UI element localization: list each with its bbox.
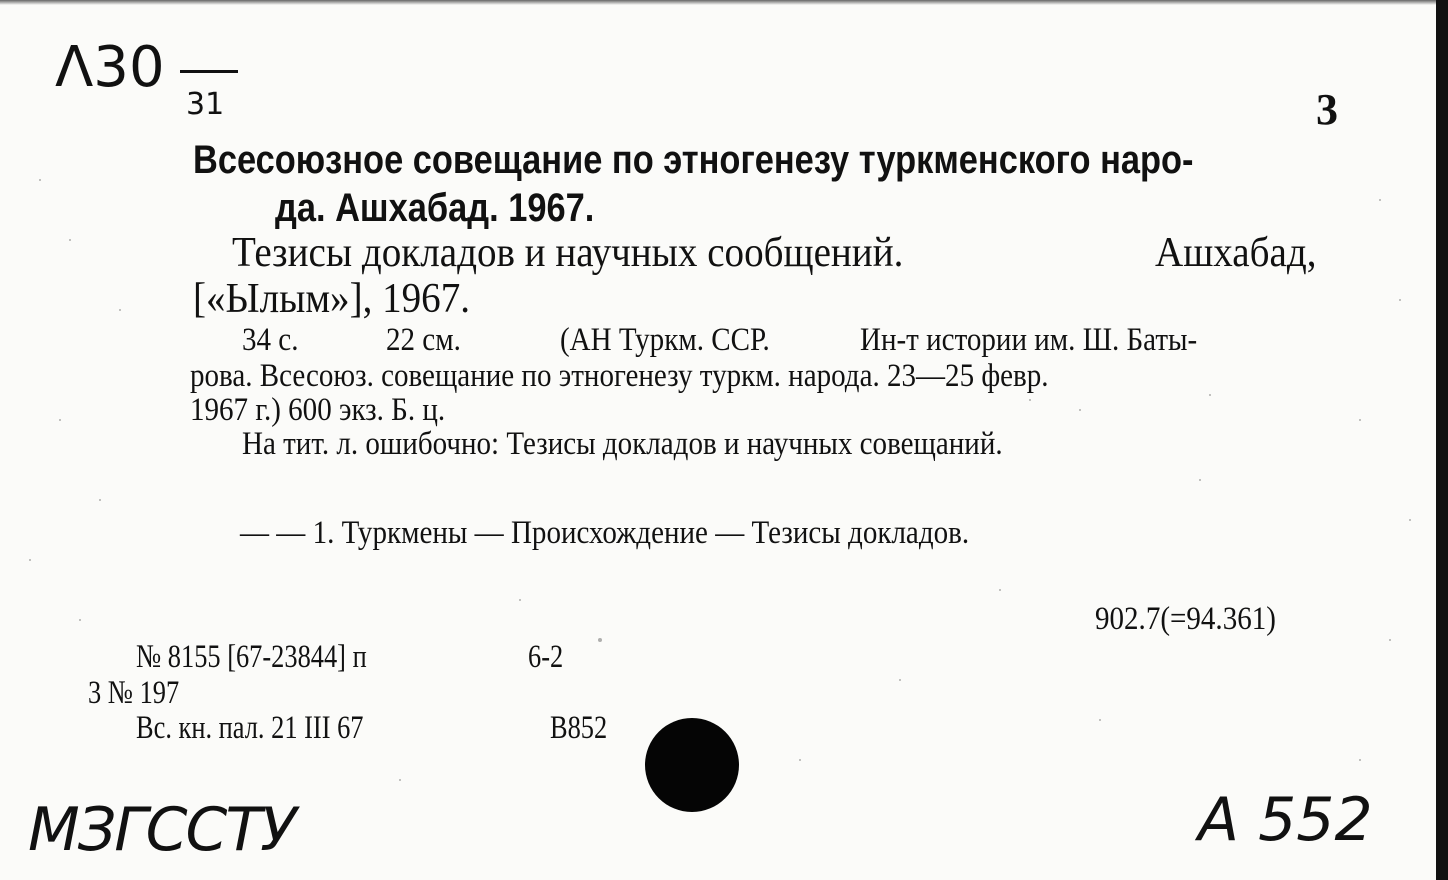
series-institute: Ин-т истории им. Ш. Баты-	[860, 322, 1198, 358]
handwritten-inventory-number: А 552	[1198, 785, 1373, 855]
title-line-1: Тезисы докладов и научных сообщений.	[232, 230, 904, 276]
top-edge	[0, 0, 1448, 5]
handwritten-library-mark: МЗГССТУ	[28, 795, 295, 865]
fraction-line	[180, 70, 238, 73]
heading-line-1: Всесоюзное совещание по этногенезу туркменского наро-	[193, 138, 1194, 182]
print-number: 3 № 197	[88, 675, 180, 711]
description-line-2: рова. Всесоюз. совещание по этногенезу туркм. народа. 23—25 февр.	[190, 358, 1049, 394]
card-punch-hole	[645, 718, 739, 812]
print-order: № 8155 [67-23844] п	[136, 639, 367, 675]
print-batch: В852	[550, 710, 608, 746]
pages: 34 с.	[242, 322, 299, 358]
note: На тит. л. ошибочно: Тезисы докладов и научных совещаний.	[242, 426, 1003, 462]
card-number: 3	[1316, 85, 1338, 134]
description-line-3: 1967 г.) 600 экз. Б. ц.	[190, 392, 446, 428]
print-chamber: Вс. кн. пал. 21 III 67	[136, 710, 364, 746]
right-edge	[1436, 0, 1448, 880]
title-line-2: [«Ылым»], 1967.	[193, 276, 471, 322]
heading-line-2: да. Ашхабад. 1967.	[275, 186, 595, 230]
series-start: (АН Туркм. ССР.	[560, 322, 770, 358]
handwritten-shelf-mark: Λ30	[55, 35, 165, 100]
title-place: Ашхабад,	[1155, 230, 1317, 276]
handwritten-fraction: 31	[186, 87, 225, 122]
print-code: 6-2	[528, 639, 564, 675]
size: 22 см.	[386, 322, 461, 358]
classification-number: 902.7(=94.361)	[1095, 601, 1276, 637]
subject-heading: — — 1. Туркмены — Происхождение — Тезисы докладов.	[240, 515, 970, 551]
